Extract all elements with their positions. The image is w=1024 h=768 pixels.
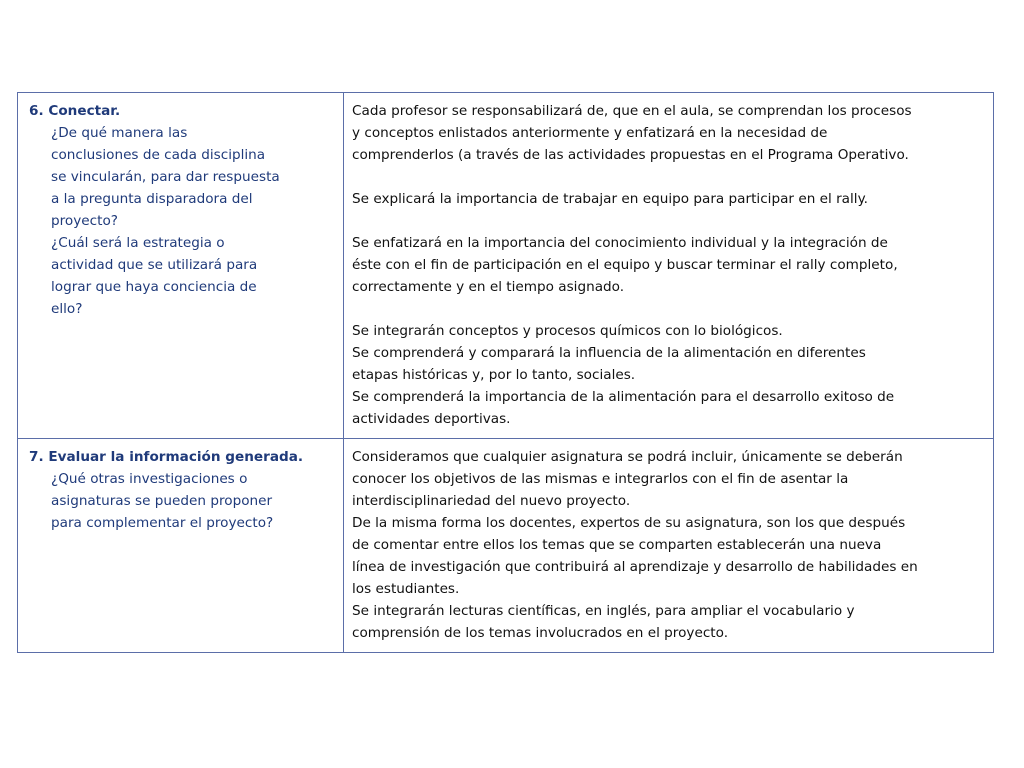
question-line: conclusiones de cada disciplina <box>51 147 266 163</box>
question-line: se vincularán, para dar respuesta <box>51 169 280 185</box>
content-table <box>17 92 994 653</box>
question-line: lograr que haya conciencia de <box>51 279 257 295</box>
answer-line: Se comprenderá y comparará la influencia de la alimentación en diferentes <box>352 345 866 361</box>
answer-line: interdisciplinariedad del nuevo proyecto. <box>352 493 631 509</box>
answer-line: Se comprenderá la importancia de la alimentación para el desarrollo exitoso de <box>352 389 895 405</box>
question-line: asignaturas se pueden proponer <box>51 493 273 509</box>
question-text <box>26 122 335 320</box>
answer-line: Se integrarán lecturas científicas, en inglés, para ampliar el vocabulario y <box>352 603 855 619</box>
question-cell <box>18 439 344 653</box>
answer-line: de comentar entre ellos los temas que se comparten establecerán una nueva <box>352 537 882 553</box>
answer-cell <box>344 439 994 653</box>
question-text <box>26 468 335 534</box>
answer-line: etapas históricas y, por lo tanto, sociales. <box>352 367 636 383</box>
table-row-conectar <box>18 93 994 439</box>
paragraph-gap <box>352 166 985 188</box>
answer-paragraph <box>352 232 985 298</box>
question-line: ¿Qué otras investigaciones o <box>51 471 248 487</box>
answer-line: Consideramos que cualquier asignatura se podrá incluir, únicamente se deberán <box>352 449 903 465</box>
paragraph-gap <box>352 298 985 320</box>
answer-line: y conceptos enlistados anteriormente y enfatizará en la necesidad de <box>352 125 828 141</box>
answer-paragraph <box>352 320 985 430</box>
row-title: 7. Evaluar la información generada. <box>29 449 304 465</box>
answer-paragraph <box>352 100 985 166</box>
question-line: ¿De qué manera las <box>51 125 188 141</box>
question-cell <box>18 93 344 439</box>
answer-line: De la misma forma los docentes, expertos de su asignatura, son los que después <box>352 515 906 531</box>
table-row-evaluar <box>18 439 994 653</box>
answer-line: Cada profesor se responsabilizará de, que en el aula, se comprendan los procesos <box>352 103 912 119</box>
answer-line: Se enfatizará en la importancia del conocimiento individual y la integración de <box>352 235 888 251</box>
answer-line: comprensión de los temas involucrados en el proyecto. <box>352 625 729 641</box>
question-line: ello? <box>51 301 83 317</box>
question-line: a la pregunta disparadora del <box>51 191 253 207</box>
row-title: 6. Conectar. <box>29 103 121 119</box>
answer-line: Se integrarán conceptos y procesos químicos con lo biológicos. <box>352 323 783 339</box>
answer-line: Se explicará la importancia de trabajar en equipo para participar en el rally. <box>352 191 868 207</box>
answer-line: línea de investigación que contribuirá al aprendizaje y desarrollo de habilidades en <box>352 559 918 575</box>
answer-paragraph <box>352 188 985 210</box>
paragraph-gap <box>352 210 985 232</box>
answer-line: actividades deportivas. <box>352 411 511 427</box>
question-line: proyecto? <box>51 213 118 229</box>
answer-line: conocer los objetivos de las mismas e integrarlos con el fin de asentar la <box>352 471 849 487</box>
answer-cell <box>344 93 994 439</box>
answer-paragraph <box>352 446 985 644</box>
answer-line: comprenderlos (a través de las actividades propuestas en el Programa Operativo. <box>352 147 909 163</box>
question-line: para complementar el proyecto? <box>51 515 274 531</box>
answer-line: correctamente y en el tiempo asignado. <box>352 279 625 295</box>
question-line: ¿Cuál será la estrategia o <box>51 235 225 251</box>
question-line: actividad que se utilizará para <box>51 257 258 273</box>
answer-line: los estudiantes. <box>352 581 460 597</box>
answer-line: éste con el fin de participación en el equipo y buscar terminar el rally completo, <box>352 257 898 273</box>
